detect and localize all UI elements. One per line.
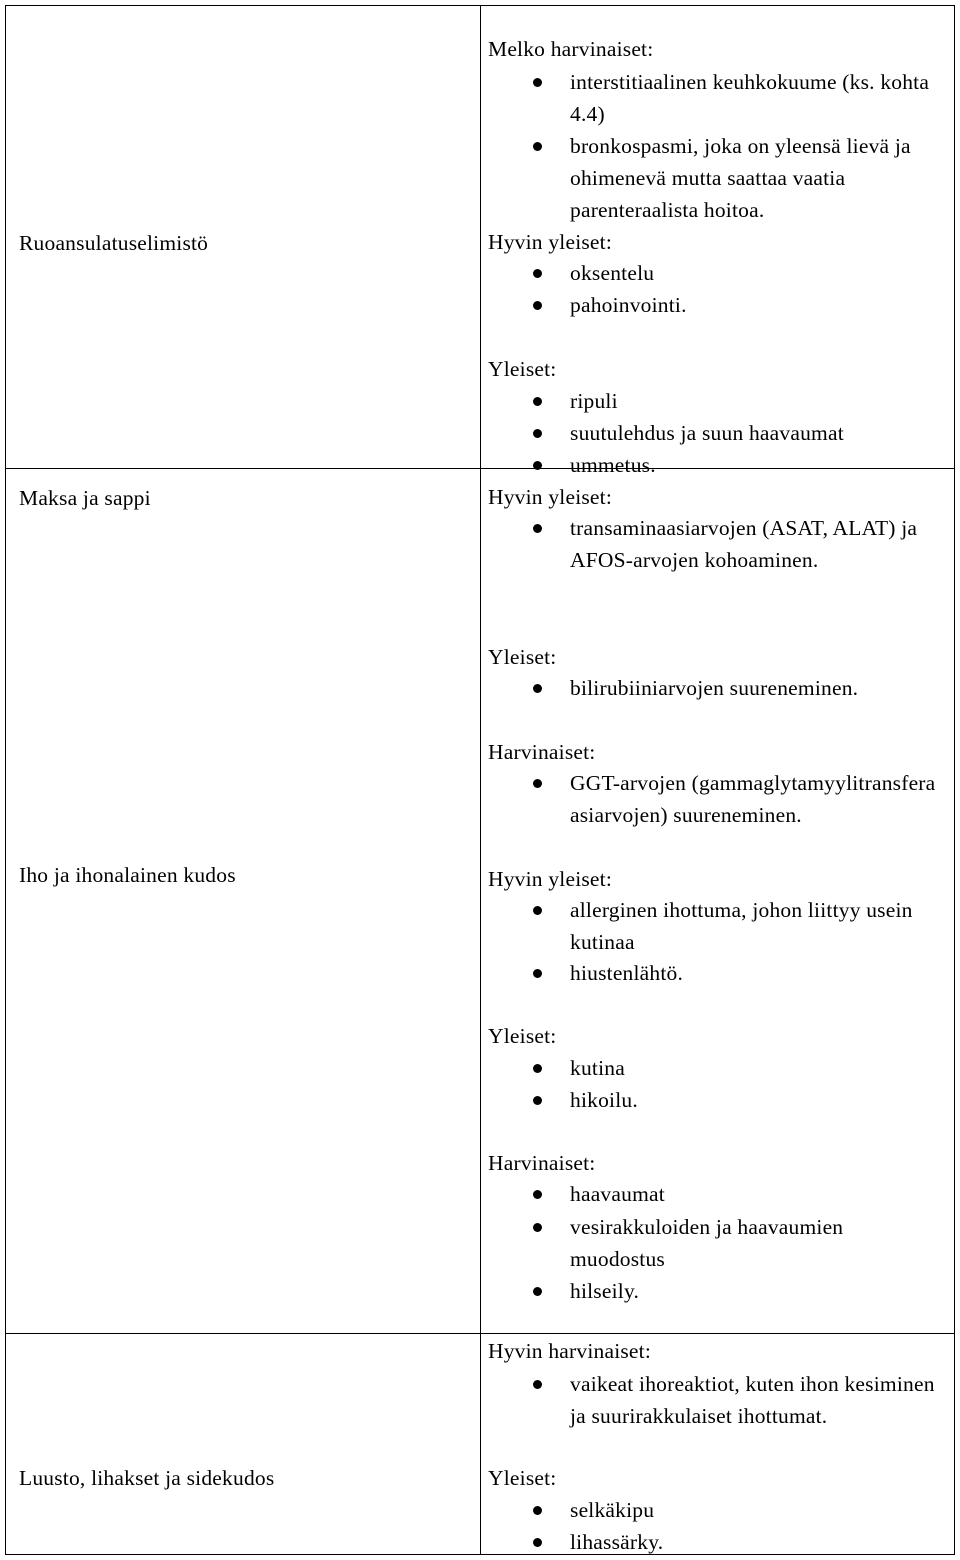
organ-class-label: Maksa ja sappi (19, 486, 151, 510)
frequency-label: Yleiset: (488, 645, 557, 669)
bullet-icon (533, 684, 542, 693)
bullet-icon (533, 1096, 542, 1105)
bullet-icon (533, 78, 542, 87)
effect-item: vesirakkuloiden ja haavaumien muodostus (570, 1215, 844, 1271)
bullet-icon (533, 1538, 542, 1547)
frequency-label: Hyvin harvinaiset: (488, 1339, 652, 1363)
effect-item: suutulehdus ja suun haavaumat (570, 421, 844, 445)
effect-item: hilseily. (570, 1279, 640, 1303)
bullet-icon (533, 969, 542, 978)
bullet-icon (533, 397, 542, 406)
frequency-label: Harvinaiset: (488, 740, 596, 764)
effect-item: transaminaasiarvojen (ASAT, ALAT) ja AFOS-arvojen kohoaminen. (570, 516, 918, 572)
effect-item: vaikeat ihoreaktiot, kuten ihon kesiminen ja suurirakkulaiset ihottumat. (570, 1372, 935, 1428)
organ-class-label: Iho ja ihonalainen kudos (19, 863, 236, 887)
effect-item: bilirubiiniarvojen suureneminen. (570, 676, 859, 700)
effect-item: haavaumat (570, 1182, 665, 1206)
effect-item: interstitiaalinen keuhkokuume (ks. kohta 4.4) (570, 70, 930, 126)
frequency-label: Hyvin yleiset: (488, 485, 613, 509)
bullet-icon (533, 524, 542, 533)
bullet-icon (533, 301, 542, 310)
effect-item: GGT-arvojen (gammaglytamyylitransferaasiarvojen) suureneminen. (570, 771, 936, 827)
adverse-effects-table (5, 5, 955, 1555)
effect-item: kutina (570, 1056, 625, 1080)
effect-item: lihassärky. (570, 1530, 664, 1554)
bullet-icon (533, 1190, 542, 1199)
bullet-icon (533, 1064, 542, 1073)
organ-class-label: Ruoansulatuselimistö (19, 231, 209, 255)
bullet-icon (533, 429, 542, 438)
column-divider (480, 6, 481, 1554)
frequency-label: Hyvin yleiset: (488, 230, 613, 254)
bullet-icon (533, 1223, 542, 1232)
frequency-label: Yleiset: (488, 357, 557, 381)
frequency-label: Melko harvinaiset: (488, 37, 654, 61)
bullet-icon (533, 779, 542, 788)
effect-item: oksentelu (570, 261, 655, 285)
bullet-icon (533, 1380, 542, 1389)
bullet-icon (533, 906, 542, 915)
effect-item: selkäkipu (570, 1498, 655, 1522)
effect-item: hiustenlähtö. (570, 961, 684, 985)
effect-item: hikoilu. (570, 1088, 638, 1112)
bullet-icon (533, 142, 542, 151)
frequency-label: Yleiset: (488, 1466, 557, 1490)
effect-item: ripuli (570, 389, 618, 413)
frequency-label: Harvinaiset: (488, 1151, 596, 1175)
effect-item: ummetus. (570, 453, 656, 477)
row-divider (6, 1333, 954, 1334)
effect-item: allerginen ihottuma, johon liittyy usein kutinaa (570, 898, 913, 954)
bullet-icon (533, 1287, 542, 1296)
effect-item: bronkospasmi, joka on yleensä lievä ja ohimenevä mutta saattaa vaatia parenteraalista hoitoa. (570, 134, 911, 222)
organ-class-label: Luusto, lihakset ja sidekudos (19, 1466, 275, 1490)
bullet-icon (533, 461, 542, 470)
bullet-icon (533, 1506, 542, 1515)
bullet-icon (533, 269, 542, 278)
frequency-label: Yleiset: (488, 1024, 557, 1048)
frequency-label: Hyvin yleiset: (488, 867, 613, 891)
effect-item: pahoinvointi. (570, 293, 687, 317)
